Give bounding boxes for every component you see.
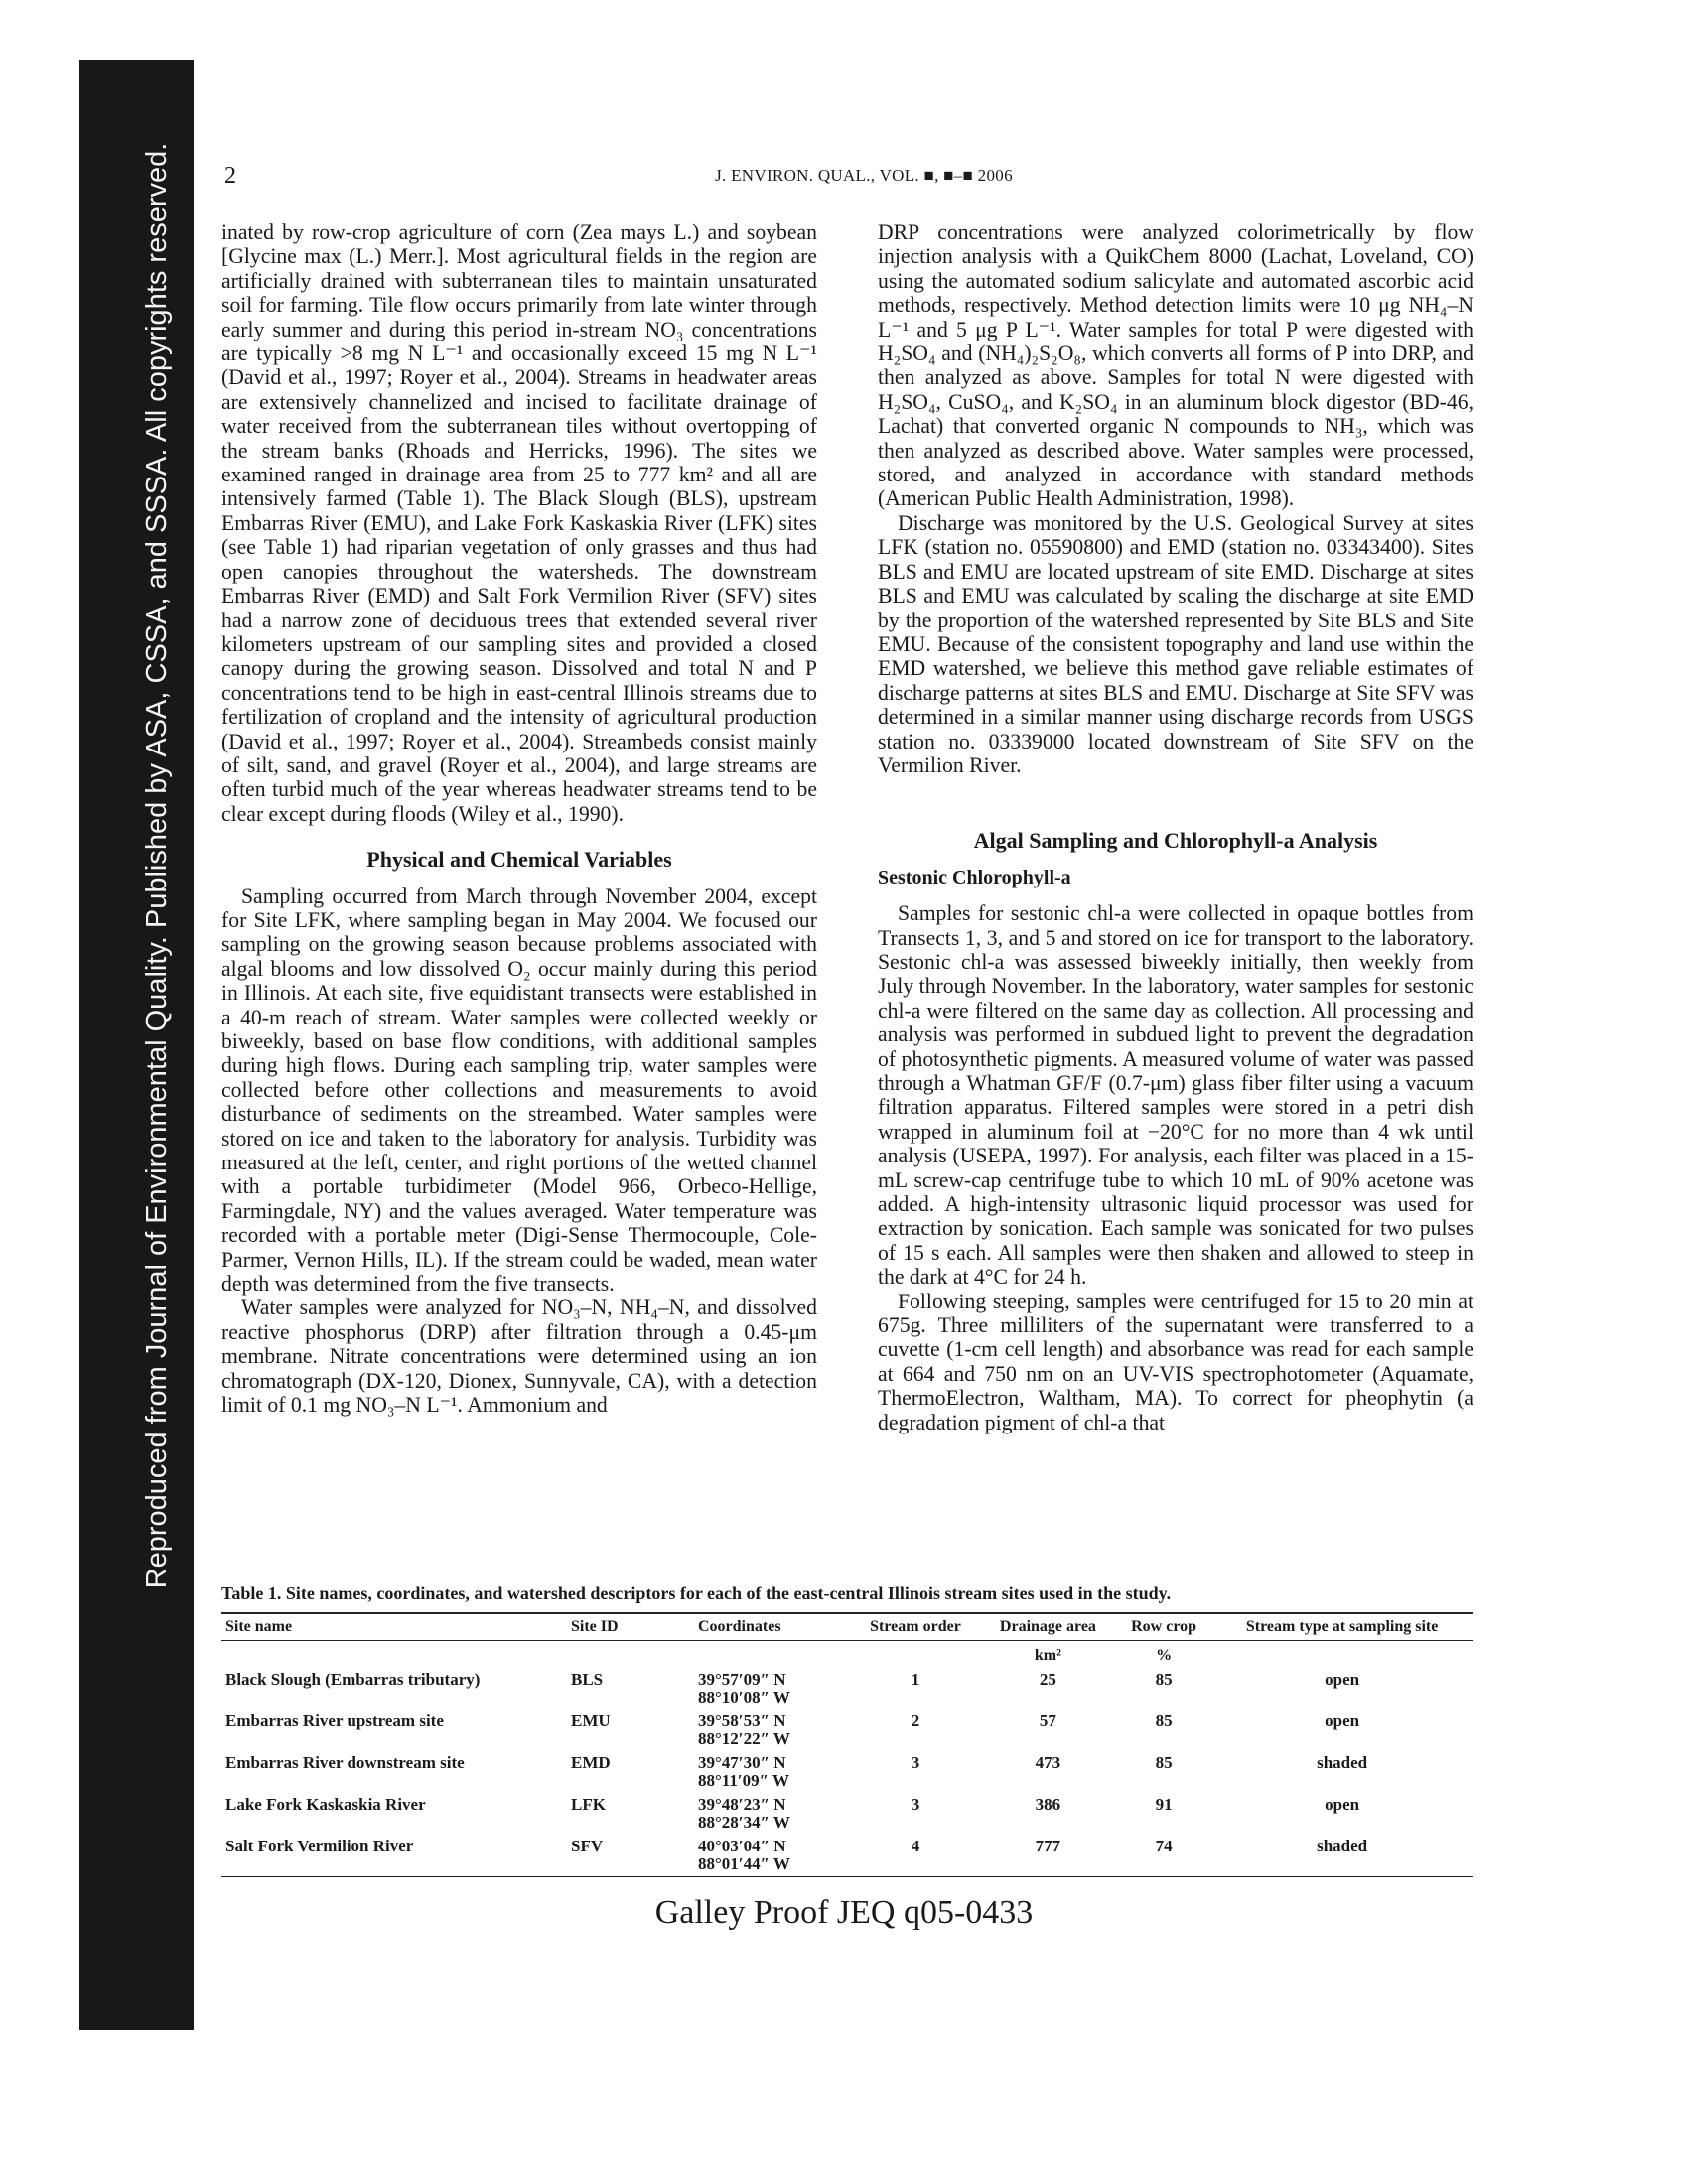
paragraph: Sampling occurred from March through November 2004, except for Site LFK, where sampling began in May 2004. We focused our sampling on the growing season because problems associated with algal blooms and low dissolved O₂ occur mainly during this period in Illinois. At each site, five equidistant transects were established in a 40-m reach of stream. Water samples were collected weekly or biweekly, based on base flow conditions, with additional samples during high flows. During each sampling trip, water samples were collected before other collections and measurements to avoid disturbance of sediments on the streambed. Water samples were stored on ice and taken to the laboratory for analysis. Turbidity was measured at the left, center, and right portions of the wetted channel with a portable turbidimeter (Model 966, Orbeco-Hellige, Farmingdale, NY) and the values averaged. Water temperature was recorded with a portable meter (Digi-Sense Thermocouple, Cole-Parmer, Vernon Hills, IL). If the stream could be waded, mean water depth was determined from the five transects. <box>221 884 817 1297</box>
drainage-area-cell: 473 <box>1035 1753 1061 1772</box>
table-caption: Table 1. Site names, coordinates, and watershed descriptors for each of the east-central Illinois stream sites used in the study. <box>221 1583 1172 1603</box>
section-heading: Physical and Chemical Variables <box>366 847 672 873</box>
table-row <box>221 1793 1473 1835</box>
unit-cell: % <box>1156 1647 1173 1664</box>
paragraph: Discharge was monitored by the U.S. Geological Survey at sites LFK (station no. 05590800) and EMD (station no. 03343400). Sites BLS and EMU are located upstream of site EMD. Discharge at sites BLS and EMU was calculated by scaling the discharge at site EMD by the proportion of the watershed represented by Site BLS and Site EMU. Because of the consistent topography and land use within the EMD watershed, we believe this method gave reliable estimates of discharge patterns at sites BLS and EMU. Discharge at Site SFV was determined in a similar manner using discharge records from USGS station no. 03339000 located downstream of Site SFV on the Vermilion River. <box>878 510 1474 777</box>
longitude: 88°12′22″ W <box>698 1729 790 1748</box>
unit-cell <box>851 1641 980 1669</box>
header-row-crop: Row crop <box>1116 1613 1211 1641</box>
left-column <box>221 220 817 1418</box>
copyright-notice: Reproduced from Journal of Environmental Quality. Published by ASA, CSSA, and SSSA. All copyrights reserved. <box>141 142 173 1589</box>
site-id-cell: EMU <box>571 1711 611 1730</box>
section-heading: Algal Sampling and Chlorophyll-a Analysis <box>973 828 1378 854</box>
site-name-cell: Lake Fork Kaskaskia River <box>225 1795 426 1814</box>
coordinates-cell <box>694 1751 851 1793</box>
table-units-row <box>221 1641 1473 1669</box>
header-site-id: Site ID <box>567 1613 694 1641</box>
unit-cell <box>221 1641 567 1669</box>
paragraph: inated by row-crop agriculture of corn (Zea mays L.) and soybean [Glycine max (L.) Merr.]. Most agricultural fields in the region are artificially drained with subterranean tiles to maintain unsaturated soil for farming. Tile flow occurs primarily from late winter through early summer and during this period in-stream NO₃ concentrations are typically >8 mg N L⁻¹ and occasionally exceed 15 mg N L⁻¹ (David et al., 1997; Royer et al., 2004). Streams in headwater areas are extensively channelized and incised to facilitate drainage of water received from the subterranean tiles without overtopping of the stream banks (Rhoads and Herricks, 1996). The sites we examined ranged in drainage area from 25 to 777 km² and all are intensively farmed (Table 1). The Black Slough (BLS), upstream Embarras River (EMU), and Lake Fork Kaskaskia River (LFK) sites (see Table 1) had riparian vegetation of only grasses and thus had open canopies throughout the watersheds. The downstream Embarras River (EMD) and Salt Fork Vermilion River (SFV) sites had a narrow zone of deciduous trees that extended several river kilometers upstream of our sampling sites and provided a closed canopy during the growing season. Dissolved and total N and P concentrations tend to be high in east-central Illinois streams due to fertilization of cropland and the intensity of agricultural production (David et al., 1997; Royer et al., 2004). Streambeds consist mainly of silt, sand, and gravel (Royer et al., 2004), and large streams are often turbid much of the year whereas headwater streams tend to be clear except during floods (Wiley et al., 1990). <box>221 220 817 826</box>
site-id-cell: EMD <box>571 1753 611 1772</box>
galley-proof-footer: Galley Proof JEQ q05-0433 <box>654 1894 1034 1931</box>
latitude: 39°48′23″ N <box>698 1795 786 1814</box>
row-crop-cell: 91 <box>1155 1795 1173 1814</box>
table-row <box>221 1835 1473 1877</box>
site-name-cell: Embarras River downstream site <box>225 1753 465 1772</box>
table-row <box>221 1709 1473 1751</box>
longitude: 88°10′08″ W <box>698 1688 790 1706</box>
coordinates-cell <box>694 1835 851 1877</box>
site-id-cell: BLS <box>571 1670 604 1689</box>
site-table <box>221 1612 1473 1877</box>
unit-cell <box>567 1641 694 1669</box>
drainage-area-cell: 25 <box>1039 1670 1056 1689</box>
longitude: 88°11′09″ W <box>698 1771 789 1790</box>
stream-type-cell: open <box>1325 1795 1360 1814</box>
table-row <box>221 1668 1473 1709</box>
stream-order-cell: 1 <box>911 1670 920 1689</box>
table-row <box>221 1751 1473 1793</box>
unit-cell <box>1211 1641 1473 1669</box>
header-stream-order: Stream order <box>851 1613 980 1641</box>
drainage-area-cell: 777 <box>980 1835 1116 1877</box>
stream-type-cell: open <box>1325 1711 1360 1730</box>
coordinates-cell <box>694 1793 851 1835</box>
stream-type-cell: shaded <box>1317 1753 1368 1772</box>
latitude: 39°58′53″ N <box>698 1711 786 1730</box>
header-drainage-area: Drainage area <box>980 1613 1116 1641</box>
latitude: 40°03′04″ N <box>698 1837 786 1855</box>
row-crop-cell: 74 <box>1116 1835 1211 1877</box>
page-number: 2 <box>224 163 236 189</box>
stream-order-cell: 2 <box>911 1711 920 1730</box>
header-site-name: Site name <box>221 1613 567 1641</box>
paragraph: Water samples were analyzed for NO₃–N, NH₄–N, and dissolved reactive phosphorus (DRP) after filtration through a 0.45-μm membrane. Nitrate concentrations were determined using an ion chromatograph (DX-120, Dionex, Sunnyvale, CA), with a detection limit of 0.1 mg NO₃–N L⁻¹. Ammonium and <box>221 1296 817 1418</box>
header-stream-type: Stream type at sampling site <box>1211 1613 1473 1641</box>
running-head: J. ENVIRON. QUAL., VOL. ■, ■–■ 2006 <box>715 166 1013 185</box>
paragraph: Following steeping, samples were centrifuged for 15 to 20 min at 675g. Three milliliters of the supernatant were transferred to a cuvette (1-cm cell length) and absorbance was read for each sample at 664 and 750 nm on an UV-VIS spectrophotometer (Aquamate, ThermoElectron, Waltham, MA). To correct for pheophytin (a degradation pigment of chl-a that <box>878 1289 1474 1434</box>
latitude: 39°47′30″ N <box>698 1753 786 1772</box>
latitude: 39°57′09″ N <box>698 1670 786 1689</box>
coordinates-cell <box>694 1709 851 1751</box>
stream-order-cell: 3 <box>911 1753 920 1772</box>
row-crop-cell: 85 <box>1155 1711 1173 1730</box>
stream-type-cell: shaded <box>1211 1835 1473 1877</box>
site-name-cell: Black Slough (Embarras tributary) <box>225 1670 481 1689</box>
site-name-cell: Embarras River upstream site <box>225 1711 444 1730</box>
table-header-row <box>221 1613 1473 1641</box>
site-id-cell: SFV <box>567 1835 694 1877</box>
drainage-area-cell: 386 <box>1035 1795 1061 1814</box>
unit-cell: km² <box>1034 1647 1061 1664</box>
site-name-cell: Salt Fork Vermilion River <box>221 1835 567 1877</box>
drainage-area-cell: 57 <box>1039 1711 1056 1730</box>
row-crop-cell: 85 <box>1155 1670 1173 1689</box>
row-crop-cell: 85 <box>1155 1753 1173 1772</box>
site-id-cell: LFK <box>571 1795 606 1814</box>
stream-order-cell: 4 <box>851 1835 980 1877</box>
unit-cell <box>694 1641 851 1669</box>
paragraph: DRP concentrations were analyzed colorimetrically by flow injection analysis with a QuikChem 8000 (Lachat, Loveland, CO) using the automated sodium salicylate and automated ascorbic acid methods, respectively. Method detection limits were 10 μg NH₄–N L⁻¹ and 5 μg P L⁻¹. Water samples for total P were digested with H₂SO₄ and (NH₄)₂S₂O₈, which converts all forms of P into DRP, and then analyzed as above. Samples for total N were digested with H₂SO₄, CuSO₄, and K₂SO₄ in an aluminum block digestor (BD-46, Lachat) that converted organic N compounds to NH₃, which was then analyzed as described above. Water samples were processed, stored, and analyzed in accordance with standard methods (American Public Health Administration, 1998). <box>878 220 1474 511</box>
right-column <box>878 220 1474 1434</box>
site-table-block <box>221 1583 1473 1877</box>
longitude: 88°01′44″ W <box>698 1854 790 1873</box>
stream-order-cell: 3 <box>911 1795 920 1814</box>
subsection-heading: Sestonic Chlorophyll-a <box>878 866 1071 888</box>
stream-type-cell: open <box>1325 1670 1360 1689</box>
coordinates-cell <box>694 1668 851 1709</box>
longitude: 88°28′34″ W <box>698 1813 790 1832</box>
header-coordinates: Coordinates <box>694 1613 851 1641</box>
paragraph: Samples for sestonic chl-a were collected in opaque bottles from Transects 1, 3, and 5 and stored on ice for transport to the laboratory. Sestonic chl-a was assessed biweekly initially, then weekly from July through November. In the laboratory, water samples for sestonic chl-a were filtered on the same day as collection. All processing and analysis was performed in subdued light to prevent the degradation of photosynthetic pigments. A measured volume of water was passed through a Whatman GF/F (0.7-μm) glass fiber filter using a vacuum filtration apparatus. Filtered samples were stored in a petri dish wrapped in aluminum foil at −20°C for no more than 4 wk until analysis (USEPA, 1997). For analysis, each filter was placed in a 15-mL screw-cap centrifuge tube to which 10 mL of 90% acetone was added. A high-intensity ultrasonic liquid processor was used for extraction by sonication. Each sample was sonicated for two pulses of 15 s each. All samples were then shaken and allowed to steep in the dark at 4°C for 24 h. <box>878 901 1474 1290</box>
